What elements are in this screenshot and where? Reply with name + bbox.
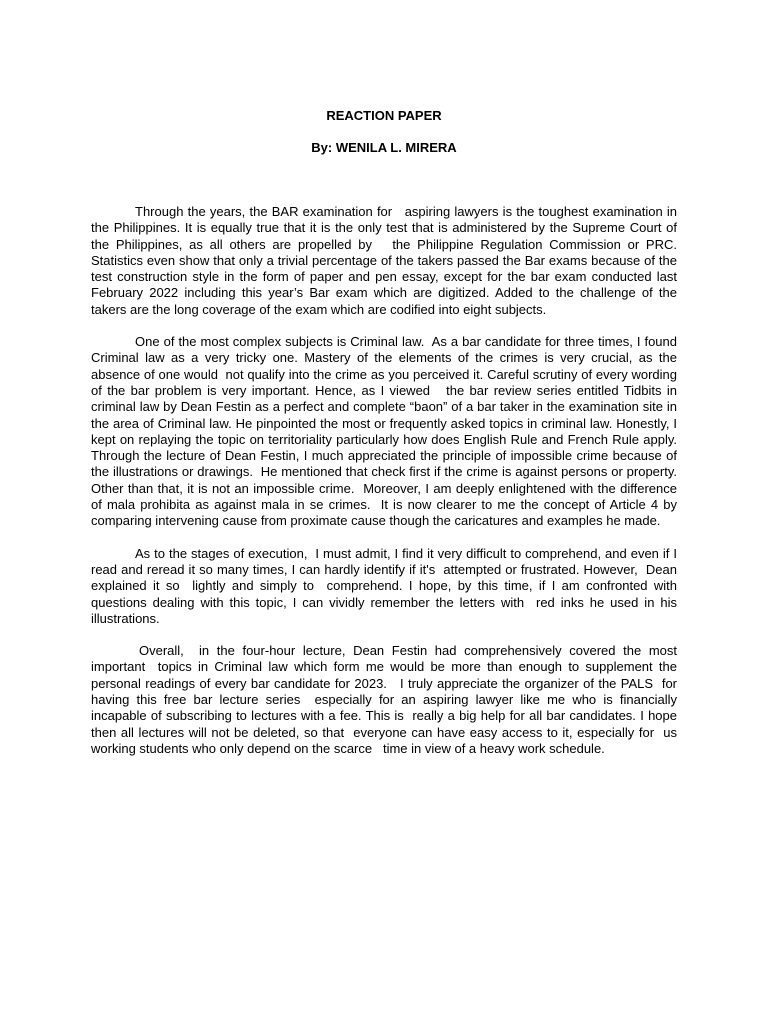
author-line: By: WENILA L. MIRERA bbox=[311, 140, 457, 155]
body-paragraph: Through the years, the BAR examination for aspiring lawyers is the toughest examination in the Philippines. It is equally true that it is the only test that is administered by the Supreme Court of the Philippines, as all others are propelled by the Philippine Regulation Commission or PRC. Statistics even show that only a trivial percentage of the takers passed the Bar exams because of the test construction style in the form of paper and pen essay, except for the bar exam conducted last February 2022 including this year’s Bar exam which are digitized. Added to the challenge of the takers are the long coverage of the exam which are codified into eight subjects. bbox=[91, 204, 685, 317]
body-paragraph: Overall, in the four-hour lecture, Dean Festin had comprehensively covered the most important topics in Criminal law which form me would be more than enough to supplement the personal readings of every bar candidate for 2023. I truly appreciate the organizer of the PALS for having this free bar lecture series especially for an aspiring lawyer like me who is financially incapable of subscribing to lectures with a fee. This is really a big help for all bar candidates. I hope then all lectures will not be deleted, so that everyone can have easy access to it, especially for us working students who only depend on the scarce time in view of a heavy work schedule. bbox=[91, 643, 681, 756]
document-title: REACTION PAPER bbox=[326, 108, 442, 123]
body-paragraph: As to the stages of execution, I must admit, I find it very difficult to comprehend, and even if I read and reread it so many times, I can hardly identify if it's attempted or frustrated. However, Dean explained it so lightly and simply to comprehend. I hope, by this time, if I am confronted with questions dealing with this topic, I can vividly remember the letters with red inks he used in his illustrations. bbox=[91, 545, 681, 626]
body-paragraph: One of the most complex subjects is Criminal law. As a bar candidate for three times, I found Criminal law as a very tricky one. Mastery of the elements of the crimes is very crucial, as the absence of one would not qualify into the crime as you perceived it. Careful scrutiny of every wording of the bar problem is very important. Hence, as I viewed the bar review series entitled Tidbits in criminal law by Dean Festin as a perfect and complete “baon” of a bar taker in the examination site in the area of Criminal law. He pinpointed the most or frequently asked topics in criminal law. Honestly, I kept on replaying the topic on territoriality particularly how does English Rule and French Rule apply. Through the lecture of Dean Festin, I much appreciated the principle of impossible crime because of the illustrations or drawings. He mentioned that check first if the crime is against persons or property. Other than that, it is not an impossible crime. Moreover, I am deeply enlightened with the difference of mala prohibita as against mala in se crimes. It is now clearer to me the concept of Article 4 by comparing intervening cause from proximate cause though the caricatures and examples he made. bbox=[91, 334, 688, 529]
document-body bbox=[91, 204, 688, 773]
